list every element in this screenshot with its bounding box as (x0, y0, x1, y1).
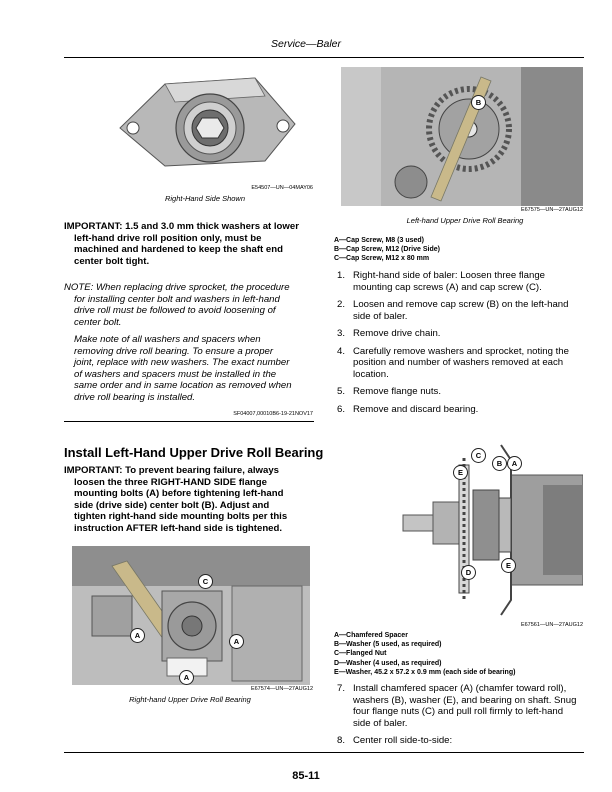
step-item (337, 299, 583, 322)
page-number: 85-11 (292, 770, 320, 782)
legend-item: D—Washer (4 used, as required) (334, 659, 442, 667)
figure-right-hand-bearing-photo (72, 546, 310, 685)
footer-rule (64, 752, 584, 753)
right-hand-bearing-illustration (72, 546, 310, 685)
note-para-1 (64, 282, 319, 328)
step-text: Remove and discard bearing. (353, 403, 479, 415)
figure-bearing-flange (105, 66, 315, 184)
figure-code: E67575—UN—27AUG12 (520, 207, 583, 213)
step-item (337, 346, 583, 381)
important-line: tighten right-hand side mounting bolts per this (74, 511, 288, 522)
step-number: 7. (337, 683, 346, 694)
important-line: side (drive side) center bolt (B). Adjust and (74, 499, 270, 511)
figure-code: E67561—UN—27AUG12 (520, 622, 583, 628)
note-line: same order and in same location as removed when (74, 380, 292, 391)
section-heading: Install Left-Hand Upper Drive Roll Bearing (64, 445, 324, 460)
step-item (337, 735, 583, 747)
important-line: To prevent bearing failure, always (122, 465, 280, 476)
removal-steps (337, 270, 583, 421)
legend-item: B—Cap Screw, M12 (Drive Side) (334, 246, 440, 254)
legend-item: A—Cap Screw, M8 (3 used) (334, 237, 424, 244)
legend-item: C—Cap Screw, M12 x 80 mm (334, 255, 430, 263)
figure-code: E67574—UN—27AUG12 (250, 686, 313, 692)
note-line: center bolt. (74, 316, 122, 328)
step-text: Install chamfered spacer (A) (chamfer toward roll), washers (B), washer (E), and bearing on shaft. Snug four flange nuts (C) and pull roll firmly to left-hand side of baler. (353, 683, 577, 729)
step-text: Loosen and remove cap screw (B) on the left-hand side of baler. (353, 299, 569, 322)
important-label: IMPORTANT: (64, 221, 123, 232)
note-block (64, 282, 319, 409)
figure-caption: Right-Hand Side Shown (164, 194, 246, 203)
step-number: 4. (337, 345, 346, 357)
note-line: of washers and spacers must be installed in the (74, 368, 277, 380)
important-line: left-hand drive roll position only, must be (74, 232, 262, 244)
callout-a: A (507, 456, 522, 471)
legend-item: C—Flanged Nut (334, 650, 387, 658)
step-number: 3. (337, 328, 346, 339)
important-line: 1.5 and 3.0 mm thick washers at lower (122, 221, 299, 232)
callout-c: C (198, 574, 213, 589)
section-important-notice (64, 465, 319, 534)
callout-a: A (179, 670, 194, 685)
step-number: 8. (337, 735, 346, 746)
callout-b: B (471, 95, 486, 110)
note-line: joint, replace with new washers. The exact number (74, 357, 290, 368)
install-steps (337, 683, 583, 753)
step-item (337, 683, 583, 729)
figure-code: E54507—UN—04MAY06 (251, 185, 313, 191)
step-number: 1. (337, 270, 346, 281)
figure-left-hand-bearing-photo (341, 67, 583, 206)
step-text: Remove flange nuts. (353, 386, 441, 397)
step-text: Center roll side-to-side: (353, 735, 453, 746)
important-line: mounting bolts (A) before tightening left-hand (74, 488, 284, 499)
callout-d: D (461, 565, 476, 580)
note-line: for installing center bolt and washers in left-hand (74, 293, 280, 305)
legend-item: A—Chamfered Spacer (334, 632, 408, 639)
section-code: SF04007,00010B6-19-21NOV17 (233, 411, 313, 417)
step-text: Right-hand side of baler: Loosen three flange mounting cap screws (A) and cap screw (C). (353, 270, 546, 293)
important-line: loosen the three RIGHT-HAND SIDE flange (74, 476, 267, 488)
note-line: drive roll must be followed to avoid loosening of (74, 305, 276, 316)
bearing-flange-illustration (105, 66, 315, 184)
step-number: 2. (337, 299, 346, 310)
important-label: IMPORTANT: (64, 465, 123, 476)
legend-item: E—Washer, 45.2 x 57.2 x 0.9 mm (each side of bearing) (334, 668, 516, 676)
callout-a: A (229, 634, 244, 649)
note-line: Make note of all washers and spacers when (74, 334, 261, 345)
callout-c: C (471, 448, 486, 463)
note-line: When replacing drive sprocket, the procedure (93, 282, 290, 293)
step-item (337, 270, 583, 293)
note-label: NOTE: (64, 282, 94, 293)
important-line: center bolt tight. (74, 255, 150, 267)
note-line: removing drive roll bearing. To ensure a proper (74, 345, 274, 357)
bearing-assembly-illustration (393, 440, 583, 620)
callout-e: E (453, 465, 468, 480)
legend-cap-screws (334, 236, 440, 264)
legend-spacers-washers (334, 631, 515, 677)
step-text: Carefully remove washers and sprocket, noting the position and number of washers removed at each location. (353, 345, 569, 380)
step-number: 5. (337, 386, 346, 397)
figure-caption: Left-hand Upper Drive Roll Bearing (406, 216, 524, 225)
step-item (337, 328, 583, 340)
page-header: Service—Baler (270, 38, 342, 50)
figure-caption: Right-hand Upper Drive Roll Bearing (129, 695, 251, 704)
callout-b: B (492, 456, 507, 471)
step-number: 6. (337, 403, 346, 415)
important-notice (64, 221, 319, 267)
header-rule (64, 57, 584, 58)
callout-e: E (501, 558, 516, 573)
figure-bearing-assembly (393, 440, 583, 620)
callout-a: A (130, 628, 145, 643)
step-text: Remove drive chain. (353, 328, 441, 339)
section-rule (64, 421, 314, 422)
step-item (337, 386, 583, 398)
important-line: instruction AFTER left-hand side is tightened. (74, 522, 283, 534)
left-hand-bearing-illustration (341, 67, 583, 206)
legend-item: B—Washer (5 used, as required) (334, 641, 442, 649)
step-item (337, 404, 583, 416)
note-para-2 (64, 334, 319, 403)
important-line: machined and hardened to keep the shaft end (74, 244, 283, 255)
note-line: drive roll bearing is installed. (74, 391, 196, 403)
